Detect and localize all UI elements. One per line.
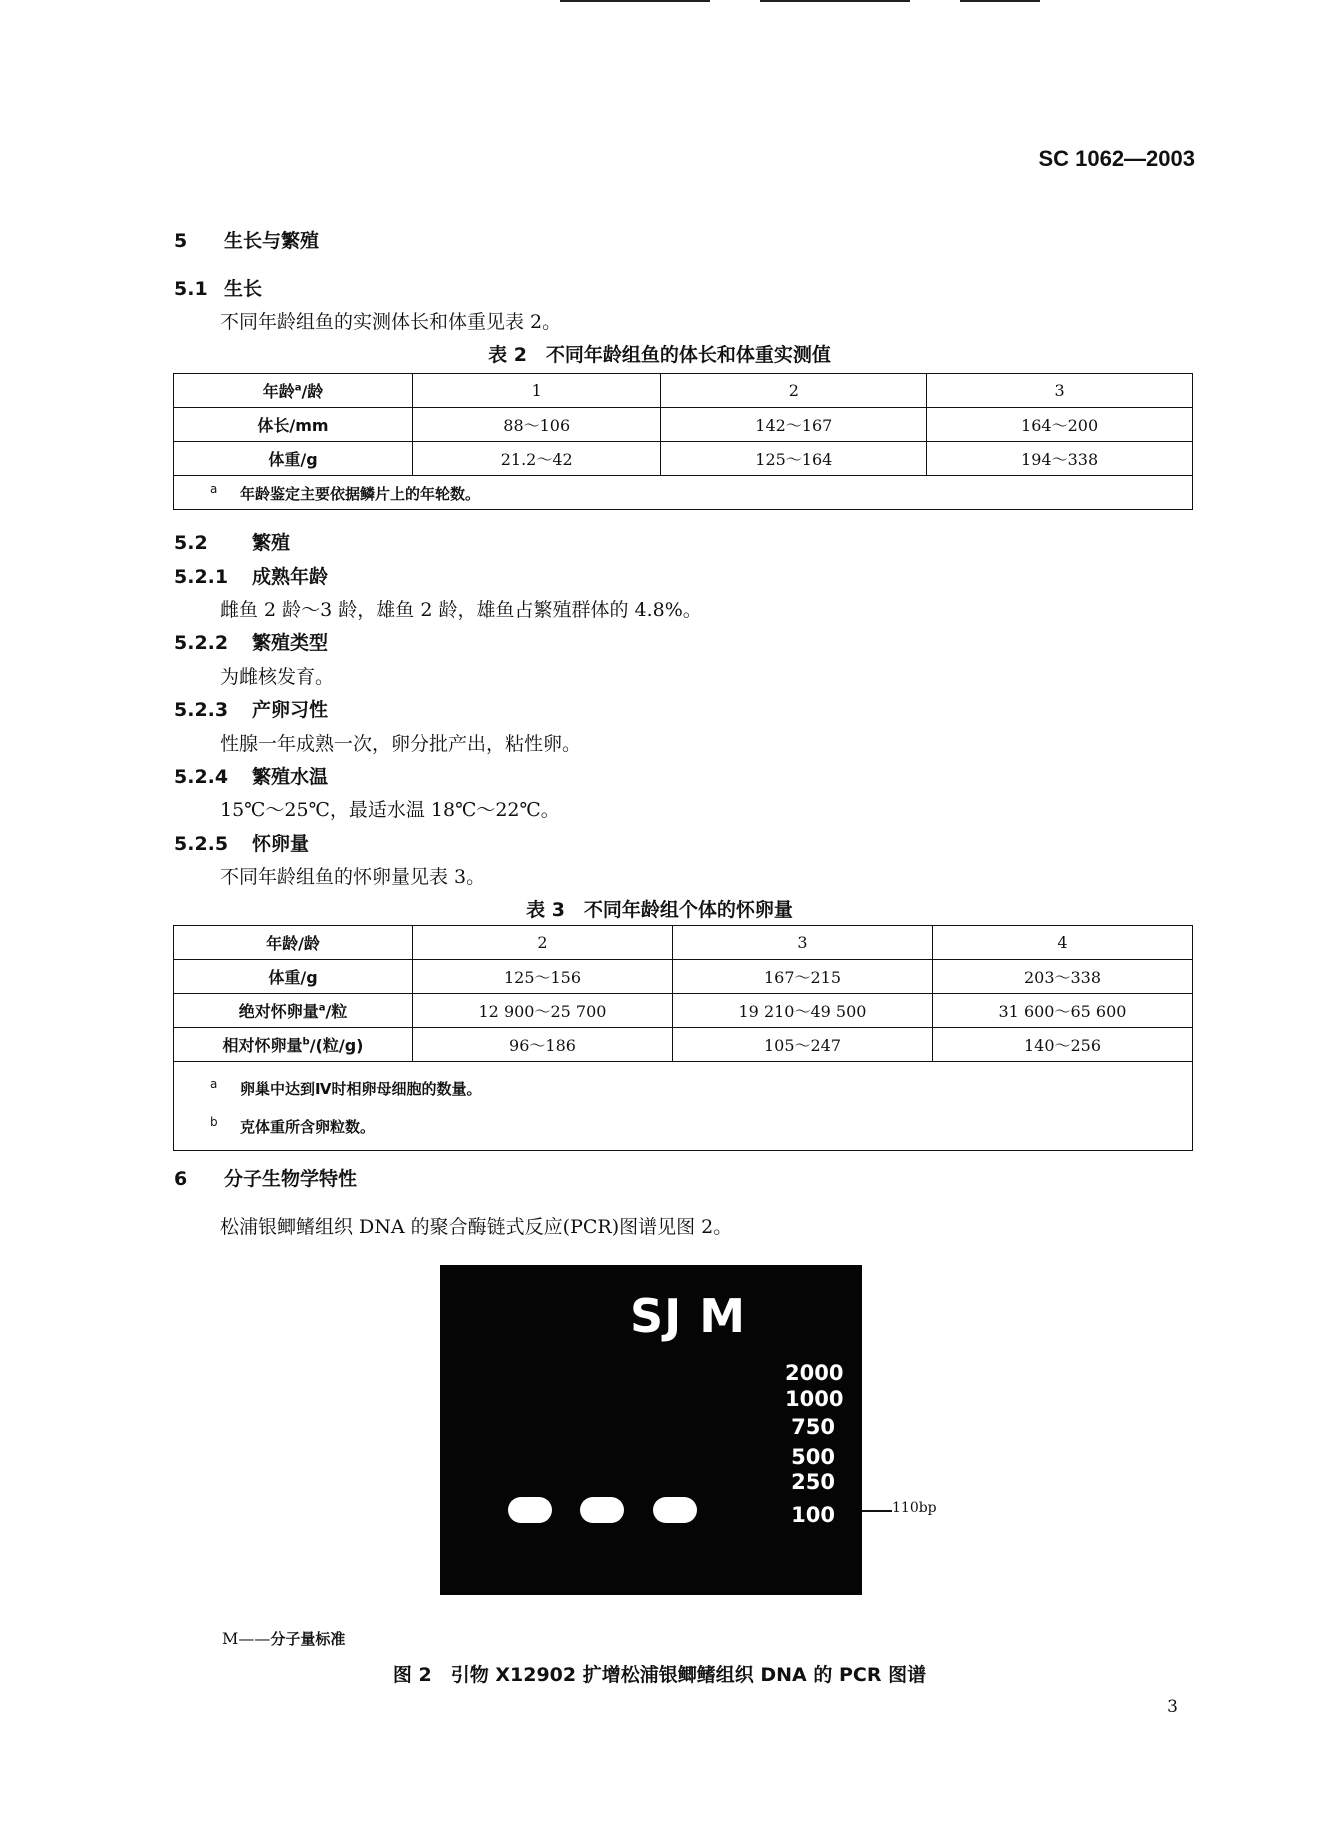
section-5-2-5-heading: 5.2.5 怀卵量 <box>174 833 310 855</box>
table-3 <box>173 925 1193 1151</box>
section-title: 生长 <box>224 278 263 300</box>
table-row <box>174 960 1193 994</box>
table-cell: 164～200 <box>927 408 1193 442</box>
row-label: 体重/g <box>174 960 413 994</box>
header-cell: 3 <box>673 926 933 960</box>
section-title: 生长与繁殖 <box>224 230 320 252</box>
table-footnotes <box>174 1062 1193 1151</box>
section-5-2-3-heading: 5.2.3 产卵习性 <box>174 699 329 721</box>
table-cell: 96～186 <box>413 1028 673 1062</box>
paragraph-6: 松浦银鲫鳍组织 DNA 的聚合酶链式反应(PCR)图谱见图 2。 <box>220 1216 733 1238</box>
marker-label: 1000 <box>785 1387 844 1411</box>
paragraph-5-2-3: 性腺一年成熟一次，卵分批产出，粘性卵。 <box>220 733 582 755</box>
dna-band <box>580 1497 624 1523</box>
section-title: 分子生物学特性 <box>224 1168 358 1190</box>
section-5-2-heading <box>174 528 290 555</box>
row-label: 绝对怀卵量$^a$/粒 <box>174 994 413 1028</box>
section-5-1-heading <box>174 274 262 301</box>
row-label: 相对怀卵量$^b$/(粒/g) <box>174 1028 413 1062</box>
table-cell: 125～164 <box>661 442 927 476</box>
paragraph-5-1: 不同年龄组鱼的实测体长和体重见表 2。 <box>220 311 562 333</box>
table-3-caption: 表 3 不同年龄组个体的怀卵量 <box>526 899 793 921</box>
header-rule-3 <box>960 0 1040 2</box>
document-number: SC 1062—2003 <box>1038 146 1195 171</box>
header-rule-1 <box>560 0 710 2</box>
section-5-2-4-heading: 5.2.4 繁殖水温 <box>174 766 329 788</box>
row-label: 体长/mm <box>174 408 413 442</box>
dna-band <box>653 1497 697 1523</box>
page-number: 3 <box>1167 1697 1178 1717</box>
table-footnote-row <box>174 1062 1193 1151</box>
section-6-heading <box>174 1164 357 1191</box>
table-cell: 125～156 <box>413 960 673 994</box>
row-label: 体重/g <box>174 442 413 476</box>
table-header-row <box>174 926 1193 960</box>
section-5-2-1-heading: 5.2.1 成熟年龄 <box>174 566 329 588</box>
table-row <box>174 442 1193 476</box>
table-2 <box>173 373 1193 510</box>
table-cell: 140～256 <box>933 1028 1193 1062</box>
table-cell: 105～247 <box>673 1028 933 1062</box>
section-5-heading <box>174 226 319 253</box>
section-title: 繁殖 <box>252 532 291 554</box>
header-cell: 年龄/龄 <box>174 926 413 960</box>
section-number: 5.2 <box>174 532 208 554</box>
section-number: 5.1 <box>174 278 208 300</box>
section-number: 5 <box>174 230 188 252</box>
dna-band <box>508 1497 552 1523</box>
table-footnote: b 克体重所含卵粒数。 <box>210 1115 376 1136</box>
table-2-caption: 表 2 不同年龄组鱼的体长和体重实测值 <box>488 344 831 366</box>
pcr-gel-image <box>440 1265 862 1595</box>
table-cell: 12 900～25 700 <box>413 994 673 1028</box>
header-cell: 2 <box>661 374 927 408</box>
table-header-row <box>174 374 1193 408</box>
band-size-pointer <box>862 1510 892 1512</box>
table-row <box>174 1028 1193 1062</box>
table-footnote: a 年龄鉴定主要依据鳞片上的年轮数。 <box>174 476 1193 510</box>
paragraph-5-2-5: 不同年龄组鱼的怀卵量见表 3。 <box>220 866 486 888</box>
table-cell: 203～338 <box>933 960 1193 994</box>
band-size-label: 110bp <box>892 1500 937 1516</box>
header-cell: 年龄$^a$/龄 <box>174 374 413 408</box>
header-rule-2 <box>760 0 910 2</box>
section-number: 6 <box>174 1168 188 1190</box>
paragraph-5-2-4: 15℃～25℃，最适水温 18℃～22℃。 <box>220 799 560 821</box>
header-cell: 3 <box>927 374 1193 408</box>
header-cell: 4 <box>933 926 1193 960</box>
table-cell: 31 600～65 600 <box>933 994 1193 1028</box>
lane-labels: SJ M <box>630 1289 747 1343</box>
table-cell: 19 210～49 500 <box>673 994 933 1028</box>
table-cell: 194～338 <box>927 442 1193 476</box>
table-cell: 167～215 <box>673 960 933 994</box>
paragraph-5-2-2: 为雌核发育。 <box>220 666 335 688</box>
table-footnote-row <box>174 476 1193 510</box>
marker-label: 500 <box>791 1445 835 1469</box>
table-cell: 21.2～42 <box>413 442 661 476</box>
figure-legend: M——分子量标准 <box>222 1629 346 1648</box>
table-cell: 142～167 <box>661 408 927 442</box>
table-cell: 88～106 <box>413 408 661 442</box>
marker-label: 2000 <box>785 1361 844 1385</box>
header-cell: 2 <box>413 926 673 960</box>
table-row <box>174 408 1193 442</box>
paragraph-5-2-1: 雌鱼 2 龄～3 龄，雄鱼 2 龄，雄鱼占繁殖群体的 4.8%。 <box>220 599 702 621</box>
figure-2-caption: 图 2 引物 X12902 扩增松浦银鲫鳍组织 DNA 的 PCR 图谱 <box>392 1664 927 1686</box>
marker-label: 250 <box>791 1470 835 1494</box>
marker-label: 750 <box>791 1415 835 1439</box>
header-cell: 1 <box>413 374 661 408</box>
table-footnote: a 卵巢中达到Ⅳ时相卵母细胞的数量。 <box>210 1077 482 1098</box>
table-row <box>174 994 1193 1028</box>
marker-label: 100 <box>791 1503 835 1527</box>
section-5-2-2-heading: 5.2.2 繁殖类型 <box>174 632 329 654</box>
